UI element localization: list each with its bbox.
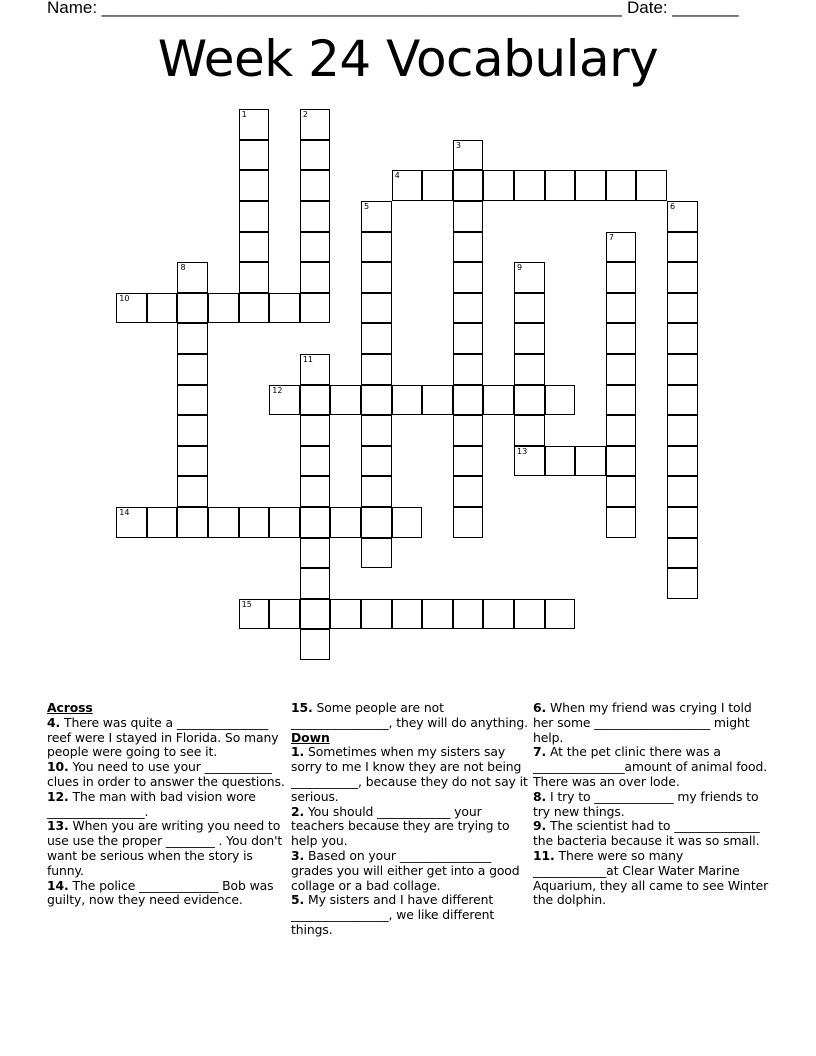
grid-cell[interactable]	[239, 507, 270, 538]
clue-number: 3.	[291, 847, 305, 863]
grid-cell[interactable]	[606, 385, 637, 416]
grid-cell[interactable]	[300, 354, 331, 385]
clue-text: The police _____________ Bob was guilty, now they need evidence.	[47, 877, 274, 908]
grid-cell[interactable]	[239, 262, 270, 293]
grid-cell[interactable]	[361, 538, 392, 569]
clue-number: 6	[670, 202, 676, 212]
clue	[47, 819, 285, 878]
page-title: Week 24 Vocabulary	[157, 30, 659, 88]
grid-cell[interactable]	[667, 415, 698, 446]
grid-cell[interactable]	[545, 599, 576, 630]
clue	[533, 819, 771, 849]
clue-number: 2	[302, 110, 308, 120]
grid-cell[interactable]	[667, 293, 698, 324]
grid-cell[interactable]	[300, 140, 331, 171]
grid-cell[interactable]	[606, 446, 637, 477]
clue	[291, 745, 529, 804]
grid-cell[interactable]	[667, 385, 698, 416]
across-heading: Across	[47, 700, 93, 715]
grid-cell[interactable]	[300, 629, 331, 660]
clue-number: 3	[455, 140, 461, 150]
grid-cell[interactable]	[330, 385, 361, 416]
grid-cell[interactable]	[575, 446, 606, 477]
grid-cell[interactable]	[300, 538, 331, 569]
grid-cell[interactable]	[453, 293, 484, 324]
grid-cell[interactable]	[330, 599, 361, 630]
clue-number: 15.	[291, 700, 313, 715]
grid-cell[interactable]	[269, 293, 300, 324]
grid-cell[interactable]	[453, 354, 484, 385]
grid-cell[interactable]	[361, 293, 392, 324]
clue-number: 13.	[47, 818, 69, 834]
grid-cell[interactable]	[177, 446, 208, 477]
clue-text: Based on your _______________ grades you will either get into a good collage or a bad collage.	[291, 847, 520, 893]
grid-cell[interactable]	[545, 385, 576, 416]
grid-cell[interactable]	[116, 507, 147, 538]
clue-number: 8.	[533, 788, 547, 804]
clue	[47, 716, 285, 760]
grid-cell[interactable]	[300, 507, 331, 538]
clue-number: 1.	[291, 744, 305, 760]
grid-cell[interactable]	[177, 385, 208, 416]
grid-cell[interactable]	[422, 385, 453, 416]
clue-number: 2.	[291, 803, 305, 819]
grid-cell[interactable]	[545, 446, 576, 477]
grid-cell[interactable]	[300, 232, 331, 263]
grid-cell[interactable]	[453, 262, 484, 293]
grid-cell[interactable]	[667, 538, 698, 569]
grid-cell[interactable]	[239, 140, 270, 171]
grid-cell[interactable]	[606, 293, 637, 324]
grid-cell[interactable]	[453, 599, 484, 630]
grid-cell[interactable]	[453, 476, 484, 507]
clue-text: You should ____________ your teachers because they are trying to help you.	[291, 803, 510, 849]
clue-number: 14	[119, 508, 130, 518]
grid-cell[interactable]	[545, 170, 576, 201]
grid-cell[interactable]	[636, 170, 667, 201]
grid-cell[interactable]	[300, 262, 331, 293]
grid-cell[interactable]	[361, 476, 392, 507]
clue-number: 1	[241, 110, 247, 120]
grid-cell[interactable]	[422, 170, 453, 201]
grid-cell[interactable]	[514, 446, 545, 477]
clue-number: 7	[608, 232, 614, 242]
clue-text: There was quite a _______________ reef were I stayed in Florida. So many people were going to see it.	[47, 714, 279, 760]
clue	[533, 849, 771, 908]
grid-cell[interactable]	[147, 293, 178, 324]
clue-number: 5.	[291, 892, 305, 908]
clue-number: 15	[241, 599, 252, 609]
name-field-label: Name: _______________________________________________________	[47, 0, 622, 17]
grid-cell[interactable]	[606, 354, 637, 385]
grid-cell[interactable]	[361, 201, 392, 232]
grid-cell[interactable]	[239, 109, 270, 140]
clue-number: 12.	[47, 788, 69, 804]
grid-cell[interactable]	[606, 262, 637, 293]
grid-cell[interactable]	[453, 201, 484, 232]
clue-text: The scientist had to ______________ the bacteria because it was so small.	[533, 818, 760, 849]
grid-cell[interactable]	[606, 507, 637, 538]
grid-cell[interactable]	[300, 446, 331, 477]
clue	[291, 849, 529, 893]
grid-cell[interactable]	[483, 599, 514, 630]
grid-cell[interactable]	[453, 385, 484, 416]
grid-cell[interactable]	[239, 599, 270, 630]
grid-cell[interactable]	[239, 232, 270, 263]
grid-cell[interactable]	[300, 170, 331, 201]
grid-cell[interactable]	[361, 507, 392, 538]
clue-text: The man with bad vision wore ________________.	[47, 788, 256, 819]
grid-cell[interactable]	[575, 170, 606, 201]
grid-cell[interactable]	[606, 476, 637, 507]
grid-cell[interactable]	[667, 476, 698, 507]
grid-cell[interactable]	[269, 507, 300, 538]
clue	[533, 745, 771, 789]
grid-cell[interactable]	[269, 385, 300, 416]
grid-cell[interactable]	[453, 415, 484, 446]
clue-number: 8	[180, 263, 186, 273]
grid-cell[interactable]	[177, 262, 208, 293]
grid-cell[interactable]	[453, 323, 484, 354]
grid-cell[interactable]	[514, 385, 545, 416]
grid-cell[interactable]	[300, 415, 331, 446]
clue-number: 5	[364, 202, 370, 212]
clue-number: 12	[272, 385, 283, 395]
clue	[533, 701, 771, 745]
grid-cell[interactable]	[514, 323, 545, 354]
grid-cell[interactable]	[667, 354, 698, 385]
grid-cell[interactable]	[514, 293, 545, 324]
grid-cell[interactable]	[483, 170, 514, 201]
grid-cell[interactable]	[177, 415, 208, 446]
clue-text: You need to use your ___________ clues in order to answer the questions.	[47, 759, 285, 789]
clue-text: I try to _____________ my friends to try new things.	[533, 788, 759, 819]
clue	[47, 879, 285, 909]
grid-cell[interactable]	[514, 262, 545, 293]
grid-cell[interactable]	[177, 507, 208, 538]
clue	[291, 805, 529, 849]
grid-cell[interactable]	[483, 385, 514, 416]
grid-cell[interactable]	[361, 262, 392, 293]
clue-number: 4	[394, 171, 400, 181]
clue-column-3	[533, 701, 771, 908]
clue-number: 11	[302, 355, 314, 365]
grid-cell[interactable]	[453, 232, 484, 263]
clue-number: 11.	[533, 847, 555, 863]
grid-cell[interactable]	[361, 415, 392, 446]
grid-cell[interactable]	[606, 232, 637, 263]
grid-cell[interactable]	[514, 170, 545, 201]
grid-cell[interactable]	[147, 507, 178, 538]
clue-number: 14.	[47, 877, 69, 893]
grid-cell[interactable]	[300, 201, 331, 232]
clue-number: 9	[517, 263, 523, 273]
grid-cell[interactable]	[239, 293, 270, 324]
grid-cell[interactable]	[208, 293, 239, 324]
grid-cell[interactable]	[667, 232, 698, 263]
clue-text: Some people are not ________________, they will do anything.	[291, 700, 528, 730]
grid-cell[interactable]	[392, 385, 423, 416]
clue-text: There were so many ____________at Clear Water Marine Aquarium, they all came to see Winter the dolphin.	[533, 847, 769, 908]
clue-number: 10	[119, 293, 130, 303]
clue	[291, 701, 529, 731]
grid-cell[interactable]	[667, 262, 698, 293]
clue	[291, 893, 529, 937]
clue-column-2	[291, 701, 529, 938]
clue-number: 10.	[47, 759, 69, 775]
date-field-label: Date: _______	[627, 0, 739, 17]
clue	[47, 760, 285, 790]
clue-text: When you are writing you need to use use the proper ________ . You don't want be serious when the story is funny.	[47, 818, 283, 878]
grid-cell[interactable]	[300, 385, 331, 416]
grid-cell[interactable]	[453, 446, 484, 477]
grid-cell[interactable]	[422, 599, 453, 630]
grid-cell[interactable]	[177, 354, 208, 385]
grid-cell[interactable]	[606, 170, 637, 201]
grid-cell[interactable]	[667, 201, 698, 232]
grid-cell[interactable]	[392, 170, 423, 201]
grid-cell[interactable]	[300, 293, 331, 324]
grid-cell[interactable]	[514, 415, 545, 446]
clue-number: 6.	[533, 700, 547, 715]
grid-cell[interactable]	[300, 599, 331, 630]
clue	[533, 790, 771, 820]
clue-number: 13	[517, 446, 528, 456]
grid-cell[interactable]	[453, 140, 484, 171]
clue	[47, 790, 285, 820]
clue-text: My sisters and I have different ________________, we like different things.	[291, 892, 495, 937]
grid-cell[interactable]	[239, 201, 270, 232]
grid-cell[interactable]	[392, 507, 423, 538]
grid-cell[interactable]	[177, 293, 208, 324]
clue-text: When my friend was crying I told her some ___________________ might help.	[533, 700, 752, 745]
down-heading: Down	[291, 729, 330, 745]
clue-number: 7.	[533, 744, 547, 760]
grid-cell[interactable]	[269, 599, 300, 630]
grid-cell[interactable]	[606, 415, 637, 446]
grid-cell[interactable]	[361, 599, 392, 630]
grid-cell[interactable]	[453, 507, 484, 538]
grid-cell[interactable]	[177, 476, 208, 507]
grid-cell[interactable]	[392, 599, 423, 630]
clue-column-1	[47, 701, 285, 908]
grid-cell[interactable]	[667, 323, 698, 354]
clue-number: 4.	[47, 714, 61, 730]
grid-cell[interactable]	[514, 599, 545, 630]
grid-cell[interactable]	[361, 354, 392, 385]
grid-cell[interactable]	[300, 476, 331, 507]
grid-cell[interactable]	[514, 354, 545, 385]
grid-cell[interactable]	[667, 568, 698, 599]
grid-cell[interactable]	[361, 323, 392, 354]
grid-cell[interactable]	[116, 293, 147, 324]
grid-cell[interactable]	[361, 446, 392, 477]
clue-number: 9.	[533, 818, 547, 834]
clue-text: Sometimes when my sisters say sorry to me I know they are not being ___________, because they do not say it serious.	[291, 744, 528, 804]
grid-cell[interactable]	[453, 170, 484, 201]
grid-cell[interactable]	[177, 323, 208, 354]
grid-cell[interactable]	[208, 507, 239, 538]
grid-cell[interactable]	[667, 507, 698, 538]
clue-text: At the pet clinic there was a _______________amount of animal food. There was an over lode.	[533, 744, 768, 789]
grid-cell[interactable]	[667, 446, 698, 477]
grid-cell[interactable]	[361, 232, 392, 263]
grid-cell[interactable]	[361, 385, 392, 416]
grid-cell[interactable]	[330, 507, 361, 538]
grid-cell[interactable]	[300, 568, 331, 599]
grid-cell[interactable]	[239, 170, 270, 201]
grid-cell[interactable]	[606, 323, 637, 354]
grid-cell[interactable]	[300, 109, 331, 140]
